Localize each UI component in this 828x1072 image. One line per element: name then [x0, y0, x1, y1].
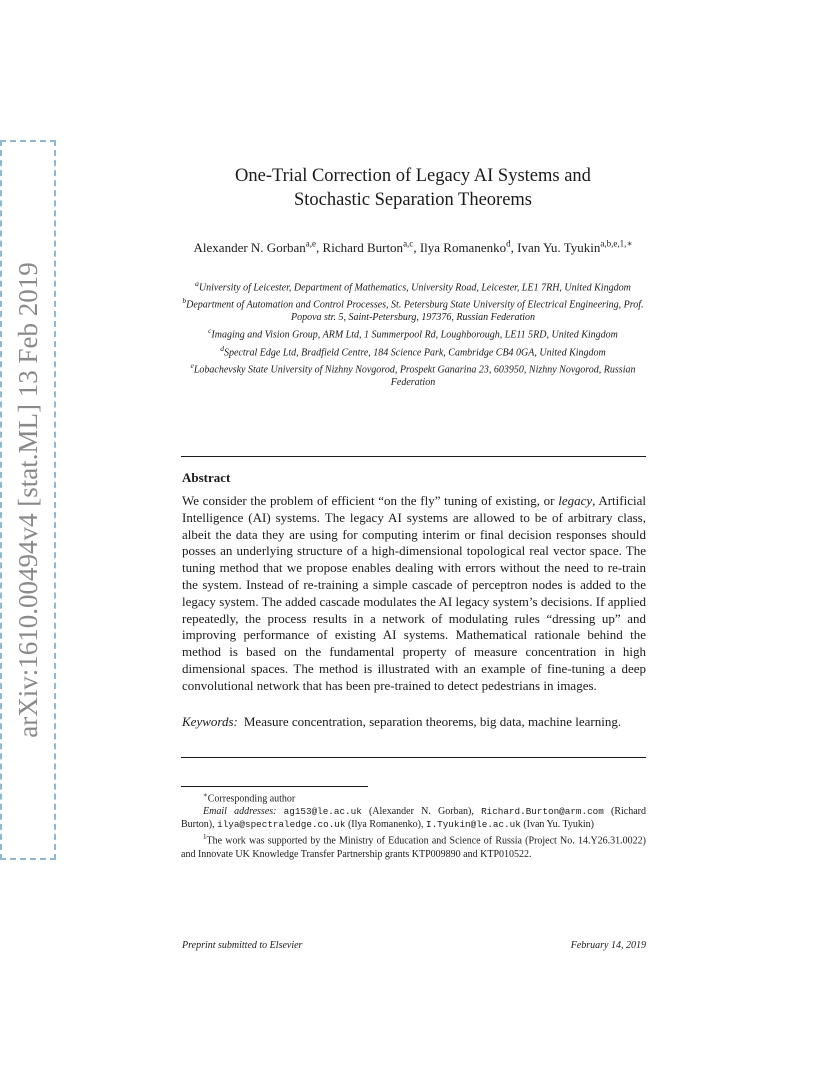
affiliation-list [180, 278, 646, 390]
author-list [180, 235, 646, 257]
footer-date: February 14, 2019 [570, 940, 646, 951]
abstract-heading: Abstract [182, 470, 231, 485]
abstract-bottom-rule [181, 757, 646, 758]
author: Ilya Romanenko$^d$, [419, 239, 518, 256]
footnotes [181, 789, 646, 861]
affiliation: $^d$Spectral Edge Ltd, Bradfield Centre, 184 Science Park, Cambridge CB4 0GA, United Kingdom [220, 343, 606, 358]
title-line-2: Stochastic Separation Theorems [293, 190, 533, 210]
affiliation: $^b$Department of Automation and Control Processes, St. Petersburg State University of Electrical Engineering, Prof. Popova str. 5, Saint-Petersburg, 197376, Russian Federation [182, 296, 644, 324]
keywords-text: Measure concentration, separation theorems, big data, machine learning. [243, 714, 622, 729]
email-link[interactable]: ilya@spectraledge.co.uk [217, 819, 346, 831]
author: Richard Burton$^{a,c}$, [322, 239, 420, 256]
email-link[interactable]: ag153@le.ac.uk [283, 806, 362, 818]
keywords-label: Keywords: [182, 714, 238, 729]
paper-title [180, 164, 646, 212]
email-addresses-note: Email addresses: ag153@le.ac.uk (Alexander N. Gorban), Richard.Burton@arm.com (Richard Burton), ilya@spectraledge.co.uk (Ilya Romanenko), I.Tyukin@le.ac.uk (Ivan Yu. Tyukin) [181, 806, 646, 831]
affiliation: $^c$Imaging and Vision Group, ARM Ltd, 1 Summerpool Rd, Loughborough, LE11 5RD, United Kingdom [208, 326, 618, 341]
footnote-rule [181, 786, 368, 787]
abstract-text: We consider the problem of efficient “on the fly” tuning of existing, or legacy, Artificial Intelligence (AI) systems. The legacy AI systems are allowed to be of arbitrary class, albeit the data they are using for computing interim or final decision responses should posses an underlying structure of a high-dimensional topological real vector space. The tuning method that we propose enables dealing with errors without the need to re-train the system. Instead of re-training a simple cascade of perceptron nodes is added to the legacy system. The added cascade modulates the AI legacy system’s decisions. If applied repeatedly, the process results in a network of modulating rules “dressing up” and improving performance of existing AI systems. Mathematical rationale behind the method is based on the fundamental property of measure concentration in high dimensional spaces. The method is illustrated with an example of fine-tuning a deep convolutional network that has been pre-trained to detect pedestrians in images. [182, 493, 646, 693]
author: Ivan Yu. Tyukin$^{a,b,e,1,∗}$ [517, 239, 633, 256]
corresponding-author-note: ∗Corresponding author [203, 791, 296, 805]
keywords [182, 714, 646, 731]
abstract-top-rule [181, 456, 646, 457]
email-link[interactable]: Richard.Burton@arm.com [481, 806, 604, 818]
funding-note: $^1$The work was supported by the Ministry of Education and Science of Russia (Project No. 14.Y26.31.0022) and Innovate UK Knowledge Transfer Partnership grants KTP009890 and KTP010522. [181, 833, 646, 860]
footer-preprint-note: Preprint submitted to Elsevier [182, 940, 303, 951]
title-line-1: One-Trial Correction of Legacy AI Systems and [235, 166, 591, 186]
author: Alexander N. Gorban$^{a,e}$, [193, 239, 323, 256]
affiliation: $^e$Lobachevsky State University of Nizhny Novgorod, Prospekt Ganarina 23, 603950, Nizhny Novgorod, Russian Federation [190, 360, 636, 389]
arxiv-identifier-stamp: arXiv:1610.00494v4 [stat.ML] 13 Feb 2019 [0, 140, 56, 860]
email-link[interactable]: I.Tyukin@le.ac.uk [425, 819, 521, 831]
affiliation: $^a$University of Leicester, Department of Mathematics, University Road, Leicester, LE1 7RH, United Kingdom [195, 279, 631, 294]
